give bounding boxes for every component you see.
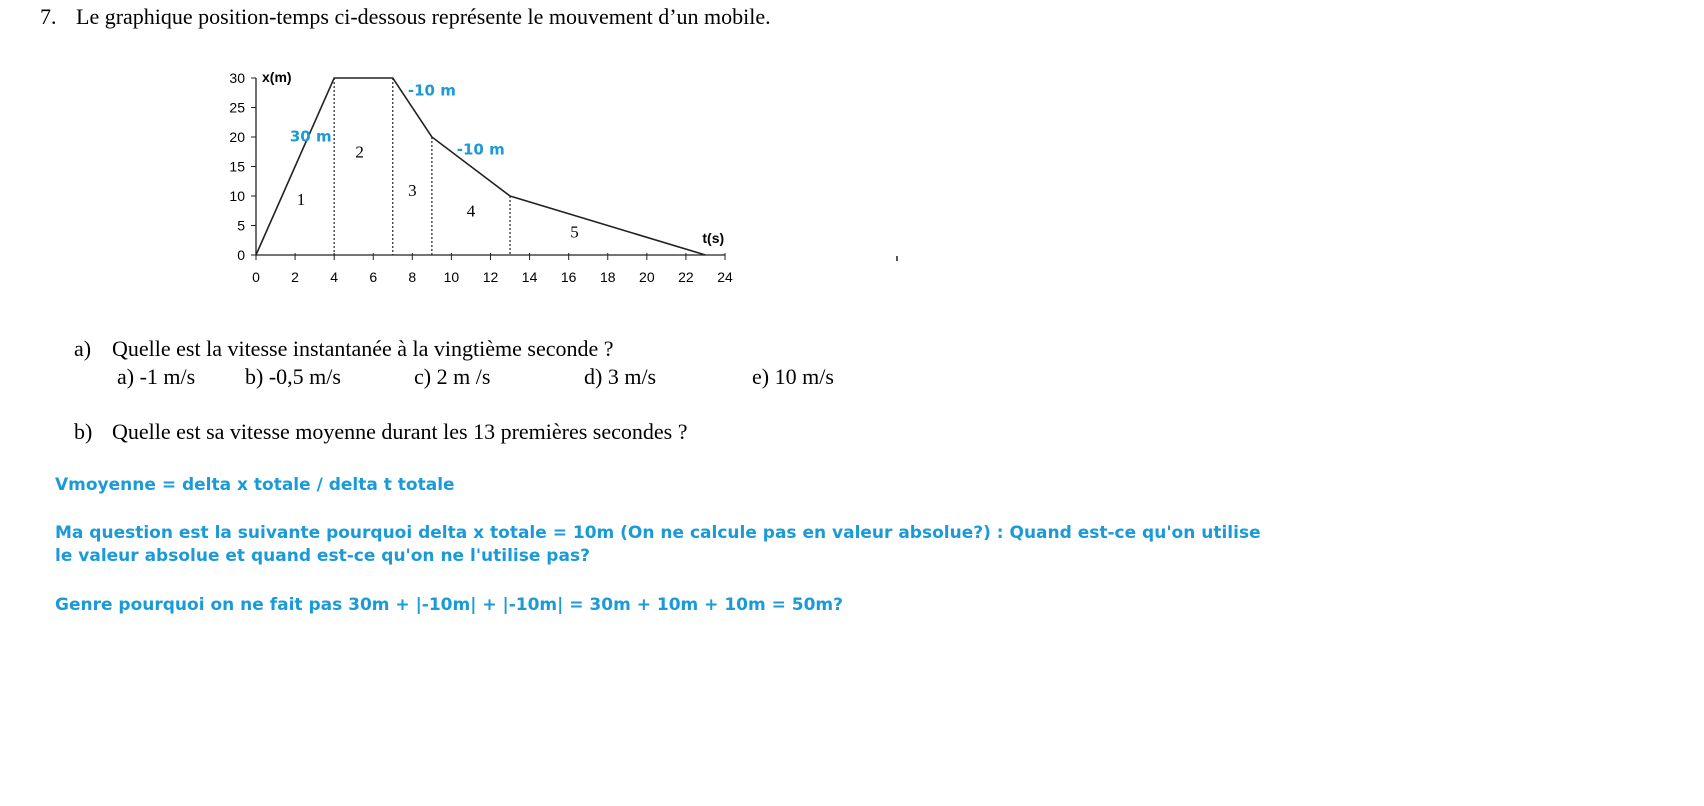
question-number: 7. [40,4,57,29]
question-text: Le graphique position-temps ci-dessous représente le mouvement d’un mobile. [76,4,771,29]
stray-mark [896,256,898,261]
x-axis-label: t(s) [702,230,725,247]
chart-axes [256,78,725,255]
chart-ticks [229,70,733,285]
chart-series [256,78,705,255]
x-tick-label: 10 [443,269,460,285]
x-tick-label: 18 [599,269,616,285]
y-tick-label: 5 [237,217,245,234]
annotation-label: -10 m [407,81,456,100]
note-example: Genre pourquoi on ne fait pas 30m + |-10m| + |-10m| = 30m + 10m + 10m = 50m? [55,595,844,615]
y-tick-label: 30 [229,70,245,86]
x-tick-label: 0 [252,269,260,285]
chart-annotations [290,82,505,159]
annotation-label: -10 m [456,140,505,159]
y-tick-label: 10 [229,188,245,204]
position-line [256,78,705,255]
note-question-line-1: Ma question est la suivante pourquoi delta x totale = 10m (On ne calcule pas en valeur absolue?) : Quand est-ce qu'on utilise [55,523,1261,543]
option-e[interactable]: e) 10 m/s [752,364,834,389]
part-b-label: b) [74,419,93,444]
x-tick-label: 22 [678,269,694,285]
segment-label: 4 [466,201,476,221]
x-tick-label: 6 [369,269,378,285]
option-c[interactable]: c) 2 m /s [414,364,491,389]
segment-label: 3 [408,181,417,200]
position-time-chart [200,58,760,298]
note-formula: Vmoyenne = delta x totale / delta t totale [55,475,455,495]
segment-labels [296,140,579,242]
x-tick-label: 16 [560,269,577,285]
x-tick-label: 4 [330,269,339,285]
annotation-label: 30 m [289,127,332,146]
y-tick-label: 20 [229,129,245,145]
x-tick-label: 24 [717,269,733,285]
x-tick-label: 8 [408,269,417,285]
part-b-question [74,419,687,445]
x-tick-label: 20 [639,269,655,285]
y-tick-label: 15 [229,158,245,175]
option-b[interactable]: b) -0,5 m/s [245,364,341,389]
part-a-question [74,336,614,362]
y-tick-label: 0 [237,247,245,263]
segment-label: 5 [570,222,579,242]
segment-label: 2 [355,142,364,162]
option-d[interactable]: d) 3 m/s [584,364,657,389]
x-tick-label: 2 [291,269,299,285]
part-b-text: Quelle est sa vitesse moyenne durant les 13 premières secondes ? [112,419,688,444]
option-a[interactable]: a) -1 m/s [117,364,196,389]
note-question-line-2: le valeur absolue et quand est-ce qu'on ne l'utilise pas? [55,546,590,566]
segment-label: 1 [296,189,306,209]
x-tick-label: 14 [521,269,538,285]
y-axis-label: x(m) [262,69,292,85]
part-a-label: a) [74,336,92,361]
segment-dividers [334,78,510,255]
y-tick-label: 25 [229,99,245,116]
x-tick-label: 12 [482,269,499,285]
part-a-text: Quelle est la vitesse instantanée à la vingtième seconde ? [112,336,614,361]
question-title [40,4,771,30]
